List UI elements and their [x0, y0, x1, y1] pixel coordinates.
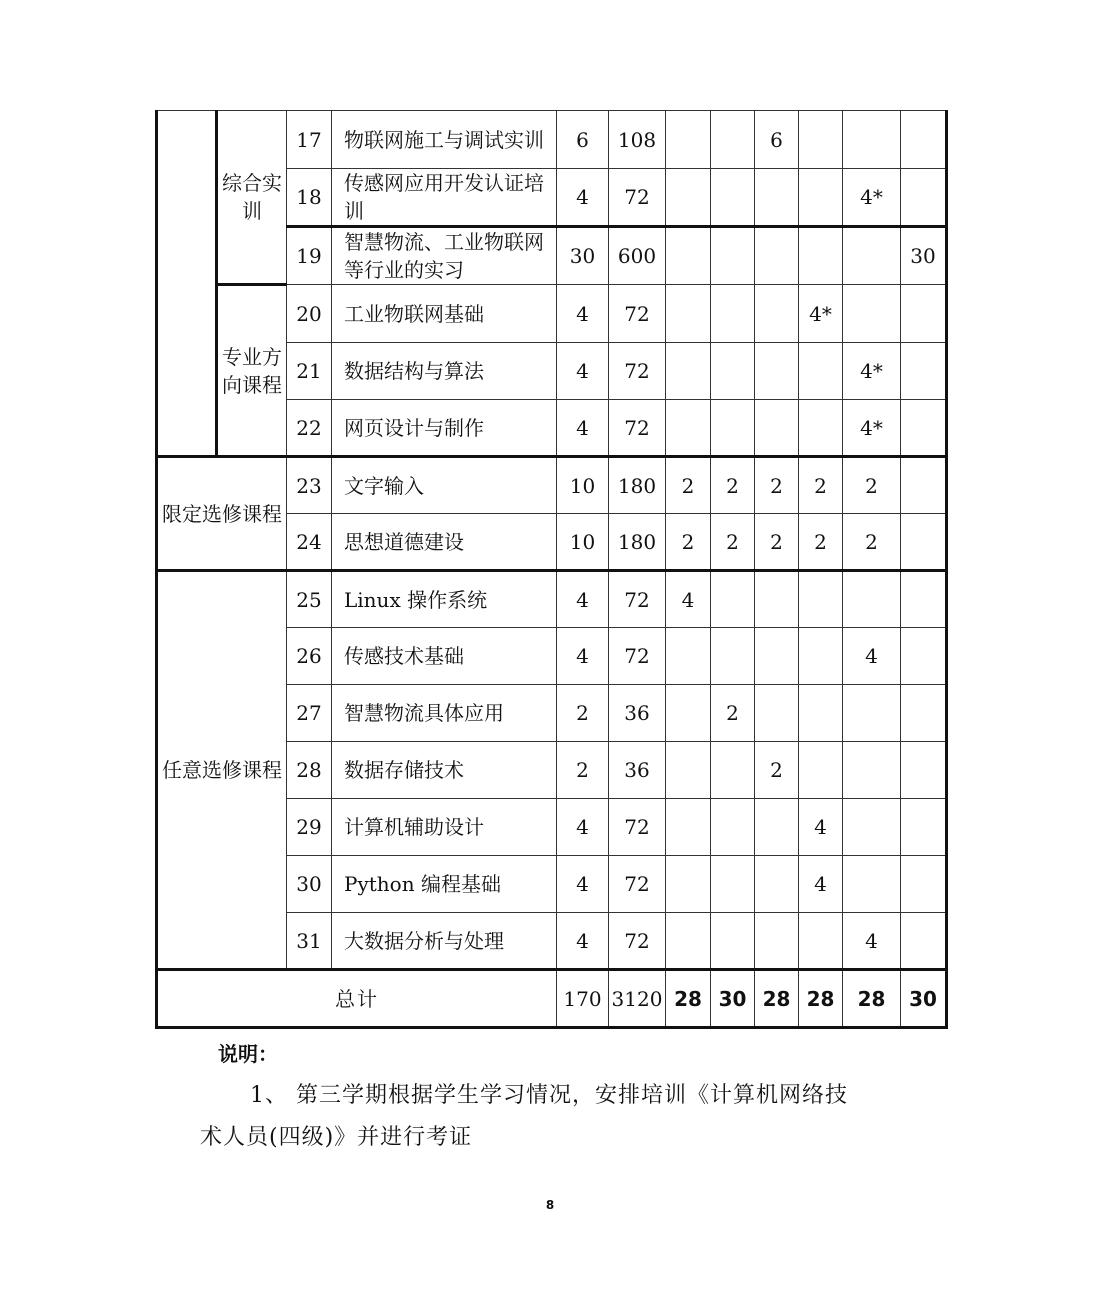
course-name: 思想道德建设	[332, 514, 557, 571]
semester-6-cell	[901, 285, 947, 343]
credits-cell: 30	[557, 227, 609, 285]
semester-5-cell	[843, 742, 901, 799]
semester-5-cell: 2	[843, 514, 901, 571]
semester-4-cell: 4	[799, 856, 843, 913]
semester-3-cell: 2	[755, 457, 799, 514]
notes-title: 说明：	[218, 1042, 278, 1066]
semester-3-cell	[755, 913, 799, 970]
semester-1-cell	[666, 913, 711, 970]
semester-4-cell: 2	[799, 514, 843, 571]
total-hours: 3120	[609, 970, 666, 1028]
semester-1-cell	[666, 169, 711, 227]
category-restricted-elective: 限定选修课程	[157, 457, 287, 571]
outer-category-cell	[157, 111, 217, 457]
course-number: 21	[287, 343, 332, 400]
course-number: 31	[287, 913, 332, 970]
credits-cell: 4	[557, 169, 609, 227]
hours-cell: 72	[609, 913, 666, 970]
course-number: 22	[287, 400, 332, 457]
semester-2-cell: 2	[711, 685, 755, 742]
semester-6-cell	[901, 799, 947, 856]
credits-cell: 4	[557, 400, 609, 457]
course-name: 大数据分析与处理	[332, 913, 557, 970]
semester-4-cell	[799, 571, 843, 628]
course-number: 19	[287, 227, 332, 285]
semester-4-cell	[799, 628, 843, 685]
hours-cell: 72	[609, 400, 666, 457]
semester-5-cell	[843, 111, 901, 169]
total-semester-4: 28	[799, 970, 843, 1028]
credits-cell: 4	[557, 571, 609, 628]
semester-1-cell	[666, 343, 711, 400]
total-row	[157, 970, 947, 1028]
credits-cell: 4	[557, 799, 609, 856]
total-credits: 170	[557, 970, 609, 1028]
course-name: 计算机辅助设计	[332, 799, 557, 856]
course-plan-table	[155, 110, 948, 1029]
hours-cell: 72	[609, 856, 666, 913]
table-row	[157, 457, 947, 514]
semester-6-cell	[901, 169, 947, 227]
semester-5-cell	[843, 285, 901, 343]
semester-4-cell	[799, 913, 843, 970]
semester-2-cell	[711, 111, 755, 169]
semester-4-cell: 4*	[799, 285, 843, 343]
credits-cell: 4	[557, 913, 609, 970]
hours-cell: 600	[609, 227, 666, 285]
hours-cell: 72	[609, 628, 666, 685]
semester-4-cell	[799, 685, 843, 742]
course-name: 数据存储技术	[332, 742, 557, 799]
semester-3-cell	[755, 799, 799, 856]
credits-cell: 2	[557, 742, 609, 799]
course-name: Python 编程基础	[332, 856, 557, 913]
semester-4-cell	[799, 400, 843, 457]
course-name: 数据结构与算法	[332, 343, 557, 400]
hours-cell: 72	[609, 571, 666, 628]
semester-2-cell	[711, 400, 755, 457]
semester-5-cell: 4*	[843, 343, 901, 400]
semester-1-cell	[666, 111, 711, 169]
total-semester-5: 28	[843, 970, 901, 1028]
semester-1-cell	[666, 685, 711, 742]
semester-2-cell	[711, 628, 755, 685]
semester-1-cell	[666, 856, 711, 913]
semester-1-cell: 2	[666, 514, 711, 571]
hours-cell: 72	[609, 343, 666, 400]
semester-6-cell	[901, 571, 947, 628]
semester-1-cell	[666, 400, 711, 457]
course-name: 物联网施工与调试实训	[332, 111, 557, 169]
hours-cell: 180	[609, 457, 666, 514]
total-semester-1: 28	[666, 970, 711, 1028]
semester-3-cell	[755, 571, 799, 628]
semester-5-cell: 2	[843, 457, 901, 514]
semester-5-cell	[843, 799, 901, 856]
category-major-direction: 专业方向课程	[217, 285, 287, 457]
semester-3-cell: 6	[755, 111, 799, 169]
semester-6-cell	[901, 685, 947, 742]
semester-1-cell	[666, 227, 711, 285]
semester-5-cell: 4	[843, 628, 901, 685]
semester-4-cell: 2	[799, 457, 843, 514]
semester-4-cell	[799, 111, 843, 169]
hours-cell: 180	[609, 514, 666, 571]
semester-6-cell	[901, 856, 947, 913]
course-name: 智慧物流、工业物联网等行业的实习	[332, 227, 557, 285]
semester-4-cell	[799, 227, 843, 285]
total-semester-2: 30	[711, 970, 755, 1028]
semester-5-cell	[843, 856, 901, 913]
semester-6-cell: 30	[901, 227, 947, 285]
semester-1-cell: 2	[666, 457, 711, 514]
course-number: 25	[287, 571, 332, 628]
page-number: 8	[545, 1198, 555, 1212]
category-comprehensive-training: 综合实训	[217, 111, 287, 285]
semester-2-cell	[711, 913, 755, 970]
semester-2-cell: 2	[711, 457, 755, 514]
semester-3-cell	[755, 343, 799, 400]
semester-6-cell	[901, 628, 947, 685]
course-number: 24	[287, 514, 332, 571]
semester-2-cell	[711, 742, 755, 799]
note-item-1-line-2: 术人员(四级)》并进行考证	[200, 1125, 473, 1150]
total-semester-6: 30	[901, 970, 947, 1028]
credits-cell: 10	[557, 514, 609, 571]
course-number: 27	[287, 685, 332, 742]
credits-cell: 4	[557, 628, 609, 685]
course-name: 文字输入	[332, 457, 557, 514]
course-name: 传感网应用开发认证培训	[332, 169, 557, 227]
semester-2-cell: 2	[711, 514, 755, 571]
hours-cell: 36	[609, 685, 666, 742]
credits-cell: 6	[557, 111, 609, 169]
credits-cell: 2	[557, 685, 609, 742]
course-number: 30	[287, 856, 332, 913]
semester-6-cell	[901, 457, 947, 514]
semester-4-cell	[799, 742, 843, 799]
note-item-1-line-1: 1、 第三学期根据学生学习情况，安排培训《计算机网络技	[250, 1083, 848, 1108]
semester-3-cell	[755, 285, 799, 343]
semester-5-cell: 4*	[843, 400, 901, 457]
semester-5-cell: 4*	[843, 169, 901, 227]
semester-3-cell	[755, 856, 799, 913]
course-name: 工业物联网基础	[332, 285, 557, 343]
course-number: 20	[287, 285, 332, 343]
semester-2-cell	[711, 571, 755, 628]
table-row	[157, 285, 947, 343]
semester-5-cell	[843, 227, 901, 285]
credits-cell: 4	[557, 285, 609, 343]
table-row	[157, 111, 947, 169]
semester-4-cell	[799, 343, 843, 400]
course-number: 17	[287, 111, 332, 169]
semester-3-cell: 2	[755, 514, 799, 571]
semester-1-cell	[666, 628, 711, 685]
semester-1-cell	[666, 742, 711, 799]
course-number: 29	[287, 799, 332, 856]
semester-1-cell	[666, 285, 711, 343]
course-number: 23	[287, 457, 332, 514]
semester-5-cell	[843, 571, 901, 628]
total-semester-3: 28	[755, 970, 799, 1028]
semester-2-cell	[711, 343, 755, 400]
course-name: 智慧物流具体应用	[332, 685, 557, 742]
semester-2-cell	[711, 227, 755, 285]
semester-3-cell	[755, 169, 799, 227]
semester-6-cell	[901, 343, 947, 400]
hours-cell: 72	[609, 169, 666, 227]
hours-cell: 72	[609, 799, 666, 856]
credits-cell: 4	[557, 343, 609, 400]
semester-6-cell	[901, 111, 947, 169]
semester-2-cell	[711, 285, 755, 343]
semester-5-cell: 4	[843, 913, 901, 970]
course-name: 传感技术基础	[332, 628, 557, 685]
semester-5-cell	[843, 685, 901, 742]
semester-6-cell	[901, 742, 947, 799]
semester-2-cell	[711, 799, 755, 856]
course-number: 28	[287, 742, 332, 799]
credits-cell: 4	[557, 856, 609, 913]
hours-cell: 108	[609, 111, 666, 169]
semester-3-cell	[755, 400, 799, 457]
semester-2-cell	[711, 856, 755, 913]
table-row	[157, 571, 947, 628]
semester-1-cell: 4	[666, 571, 711, 628]
hours-cell: 72	[609, 285, 666, 343]
total-label: 总计	[157, 970, 557, 1028]
semester-2-cell	[711, 169, 755, 227]
semester-3-cell: 2	[755, 742, 799, 799]
credits-cell: 10	[557, 457, 609, 514]
semester-6-cell	[901, 514, 947, 571]
semester-4-cell	[799, 169, 843, 227]
course-number: 26	[287, 628, 332, 685]
course-name: 网页设计与制作	[332, 400, 557, 457]
semester-1-cell	[666, 799, 711, 856]
hours-cell: 36	[609, 742, 666, 799]
semester-3-cell	[755, 685, 799, 742]
semester-6-cell	[901, 400, 947, 457]
course-name: Linux 操作系统	[332, 571, 557, 628]
semester-3-cell	[755, 628, 799, 685]
semester-4-cell: 4	[799, 799, 843, 856]
semester-3-cell	[755, 227, 799, 285]
semester-6-cell	[901, 913, 947, 970]
course-number: 18	[287, 169, 332, 227]
category-free-elective: 任意选修课程	[157, 571, 287, 970]
